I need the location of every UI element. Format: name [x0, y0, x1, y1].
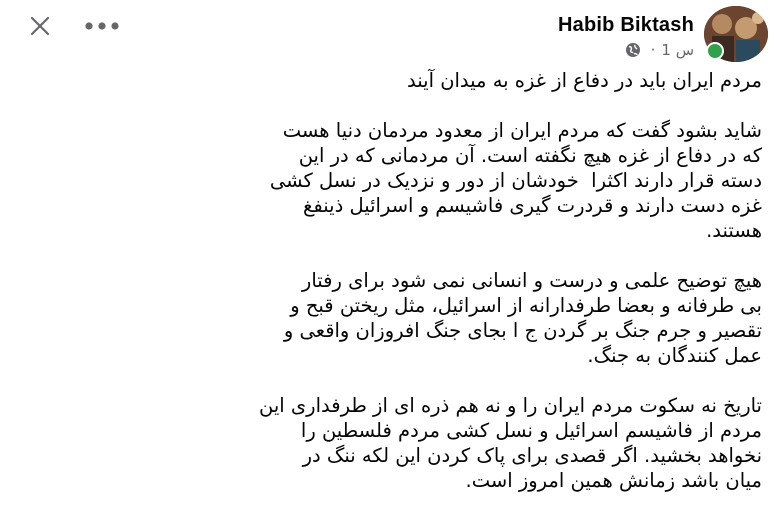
post-body: [22, 68, 762, 518]
author-block: [558, 6, 768, 62]
author-text: [558, 6, 694, 59]
post-paragraph-2: شاید بشود گفت که مردم ایران از معدود مردمان دنیا هست که در دفاع از غزه هیچ نگفته است. آن مردمانی که در این دسته قرار دارند اکثرا خودشان از دور و نزدیک در نسل کشی غزه دست دارند و قردرت گیری فاشیسم و اسرائیل ذینفغ هستند.: [269, 119, 762, 242]
post-paragraph-3: هیچ توضیح علمی و درست و انسانی نمی شود برای رفتار بی طرفانه و بعضا طرفدارانه از اسرائیل، مثل ریختن قبح و تقصیر و جرم جنگ بر گردن ج ا بجای جنگ افروزان واقعی و عمل کنندگان به جنگ.: [283, 269, 762, 367]
avatar-wrap[interactable]: [704, 6, 768, 62]
post-paragraph-4: تاریخ نه سکوت مردم ایران را و نه هم ذره ای از طرفداری این مردم از فاشیسم اسرائیل و نسل کشی مردم فلسطین را نخواهد بخشید. اگر قصدی برای پاک کردن این لکه ننگ در میان باشد زمانش همین امروز است.: [259, 394, 762, 492]
more-options-button[interactable]: [82, 14, 122, 38]
online-status-dot: [706, 42, 724, 60]
more-horizontal-icon: [84, 21, 120, 31]
post-paragraph-1: مردم ایران باید در دفاع از غزه به میدان آیند: [407, 69, 762, 92]
author-name[interactable]: Habib Biktash: [558, 14, 694, 36]
post-header: [0, 0, 780, 64]
globe-icon[interactable]: [625, 42, 641, 58]
close-button[interactable]: [28, 14, 52, 38]
meta-separator: ·: [650, 41, 656, 59]
post-meta: [625, 41, 694, 59]
post-time[interactable]: 1 س: [661, 41, 694, 59]
close-icon: [29, 15, 51, 37]
